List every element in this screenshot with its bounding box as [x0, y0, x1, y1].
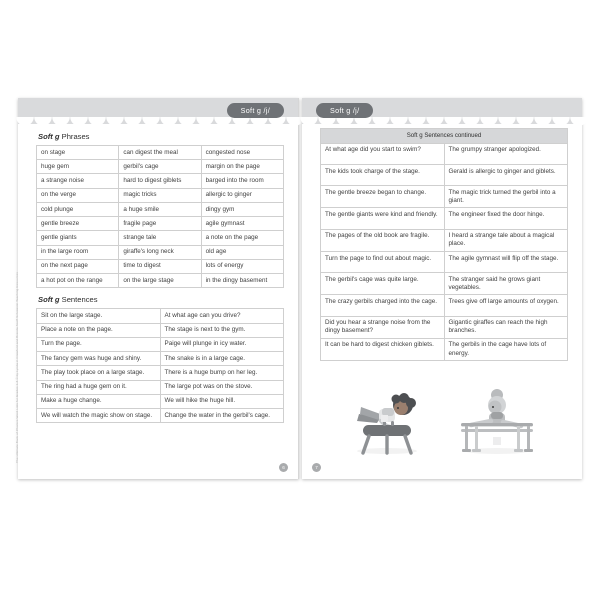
table-row — [37, 259, 284, 273]
table-cell: The crazy gerbils charged into the cage. — [321, 295, 445, 316]
table-cell: barged into the room — [201, 174, 283, 188]
table-cell: The gerbil's cage was quite large. — [321, 273, 445, 295]
table-cell: Trees give off large amounts of oxygen. — [444, 295, 568, 316]
table-cell: The pages of the old book are fragile. — [321, 229, 445, 251]
table-row — [37, 380, 284, 394]
table-row — [37, 188, 284, 202]
left-sentences-table — [36, 308, 284, 423]
left-page — [15, 98, 299, 479]
table-cell: allergic to ginger — [201, 188, 283, 202]
table-cell: At what age can you drive? — [160, 309, 284, 323]
table-cell: magic tricks — [119, 188, 201, 202]
illustrations-row — [312, 379, 572, 457]
table-cell: The magic trick turned the gerbil into a giant. — [444, 186, 568, 208]
table-cell: At what age did you start to swim? — [321, 143, 445, 164]
table-row — [37, 309, 284, 323]
table-row — [37, 323, 284, 337]
table-row — [37, 160, 284, 174]
table-cell: gerbil's cage — [119, 160, 201, 174]
table-row — [321, 316, 568, 338]
table-cell: I heard a strange tale about a magical place. — [444, 229, 568, 251]
table-cell: gentle giants — [37, 231, 119, 245]
right-page — [302, 98, 582, 479]
table-row — [37, 337, 284, 351]
table-cell: Make a huge change. — [37, 394, 161, 408]
table-cell: The stranger said he grows giant vegetables. — [444, 273, 568, 295]
left-page-section-tab: Soft g /j/ — [227, 103, 284, 118]
table-cell: There is a huge bump on her leg. — [160, 366, 284, 380]
table-cell: giraffe's long neck — [119, 245, 201, 259]
table-cell: margin on the page — [201, 160, 283, 174]
right-sentences-table-head — [321, 129, 568, 144]
table-cell: gentle breeze — [37, 217, 119, 231]
table-cell: agile gymnast — [201, 217, 283, 231]
table-row — [37, 174, 284, 188]
table-row — [37, 408, 284, 422]
table-cell: in the dingy basement — [201, 274, 283, 288]
phrases-title-rest: Phrases — [59, 132, 90, 141]
phrases-title-bold: Soft g — [38, 132, 60, 141]
table-row — [37, 366, 284, 380]
gymnast-parallel-bars-illustration — [451, 381, 543, 457]
right-page-section-tab: Soft g /j/ — [316, 103, 373, 118]
right-page-number: 7 — [312, 463, 321, 472]
table-cell: The gerbils in the cage have lots of energy. — [444, 338, 568, 360]
table-cell: lots of energy — [201, 259, 283, 273]
table-cell: The kids took charge of the stage. — [321, 164, 445, 185]
table-row — [321, 208, 568, 229]
table-cell: The engineer fixed the door hinge. — [444, 208, 568, 229]
table-cell: on stage — [37, 146, 119, 160]
table-cell: a strange noise — [37, 174, 119, 188]
table-cell: fragile page — [119, 217, 201, 231]
table-cell: in the large room — [37, 245, 119, 259]
table-row — [321, 143, 568, 164]
table-row — [37, 394, 284, 408]
table-row — [37, 352, 284, 366]
left-page-number: 6 — [279, 463, 288, 472]
table-cell: time to digest — [119, 259, 201, 273]
table-cell: a note on the page — [201, 231, 283, 245]
table-row — [37, 202, 284, 216]
table-cell: The gentle breeze began to change. — [321, 186, 445, 208]
right-sentences-table — [320, 128, 568, 361]
table-cell: Gigantic giraffes can reach the high branches. — [444, 316, 568, 338]
table-cell: The large pot was on the stove. — [160, 380, 284, 394]
table-cell: The play took place on a large stage. — [37, 366, 161, 380]
table-row — [37, 231, 284, 245]
table-cell: Did you hear a strange noise from the dingy basement? — [321, 316, 445, 338]
table-cell: Sit on the large stage. — [37, 309, 161, 323]
left-sentences-table-body — [37, 309, 284, 423]
table-header-row — [321, 129, 568, 144]
phrases-section-title — [38, 132, 284, 141]
table-cell: on the large stage — [119, 274, 201, 288]
table-cell: hard to digest giblets — [119, 174, 201, 188]
table-cell: Turn the page. — [37, 337, 161, 351]
table-cell: The ring had a huge gem on it. — [37, 380, 161, 394]
sentences-section-title — [38, 295, 284, 304]
table-cell: The grumpy stranger apologized. — [444, 143, 568, 164]
table-row — [37, 146, 284, 160]
table-cell: cold plunge — [37, 202, 119, 216]
table-cell: It can be hard to digest chicken giblets. — [321, 338, 445, 360]
table-cell: The gentle giants were kind and friendly. — [321, 208, 445, 229]
table-cell: can digest the meal — [119, 146, 201, 160]
table-cell: Change the water in the gerbil's cage. — [160, 408, 284, 422]
table-cell: The fancy gem was huge and shiny. — [37, 352, 161, 366]
table-cell: We will hike the huge hill. — [160, 394, 284, 408]
table-row — [321, 295, 568, 316]
table-row — [321, 338, 568, 360]
table-cell: on the next page — [37, 259, 119, 273]
sentences-title-rest: Sentences — [59, 295, 98, 305]
table-cell: Place a note on the page. — [37, 323, 161, 337]
table-row — [37, 245, 284, 259]
book-spread — [15, 98, 582, 479]
table-cell: a huge smile — [119, 202, 201, 216]
table-cell: We will watch the magic show on stage. — [37, 408, 161, 422]
table-row — [321, 273, 568, 295]
table-cell: Turn the page to find out about magic. — [321, 251, 445, 272]
table-cell: The agile gymnast will flip off the stage. — [444, 251, 568, 272]
phrases-table — [36, 145, 284, 288]
table-cell: old age — [201, 245, 283, 259]
sentences-title-bold: Soft g — [38, 295, 60, 305]
right-table-header-label: Soft g Sentences continued — [321, 129, 568, 144]
table-row — [321, 164, 568, 185]
table-cell: congested nose — [201, 146, 283, 160]
table-cell: The stage is next to the gym. — [160, 323, 284, 337]
left-page-content — [36, 128, 284, 471]
table-cell: strange tale — [119, 231, 201, 245]
table-cell: Paige will plunge in icy water. — [160, 337, 284, 351]
table-row — [321, 186, 568, 208]
table-cell: The snake is in a large cage. — [160, 352, 284, 366]
phrases-table-body — [37, 146, 284, 288]
right-sentences-table-body — [321, 143, 568, 360]
table-cell: Gerald is allergic to ginger and giblets. — [444, 164, 568, 185]
table-cell: on the verge — [37, 188, 119, 202]
table-cell: huge gem — [37, 160, 119, 174]
gymnast-pommel-horse-illustration — [341, 381, 433, 457]
table-cell: a hot pot on the range — [37, 274, 119, 288]
left-page-credit-line: The Ultimate Book of Phonics Word Lists for Grades 1-3 © by Lynda J. Crawford and Brenda Scoff Scholastic Teaching Resources — [15, 272, 19, 463]
table-cell: dingy gym — [201, 202, 283, 216]
table-row — [321, 229, 568, 251]
table-row — [37, 217, 284, 231]
table-row — [321, 251, 568, 272]
table-row — [37, 274, 284, 288]
